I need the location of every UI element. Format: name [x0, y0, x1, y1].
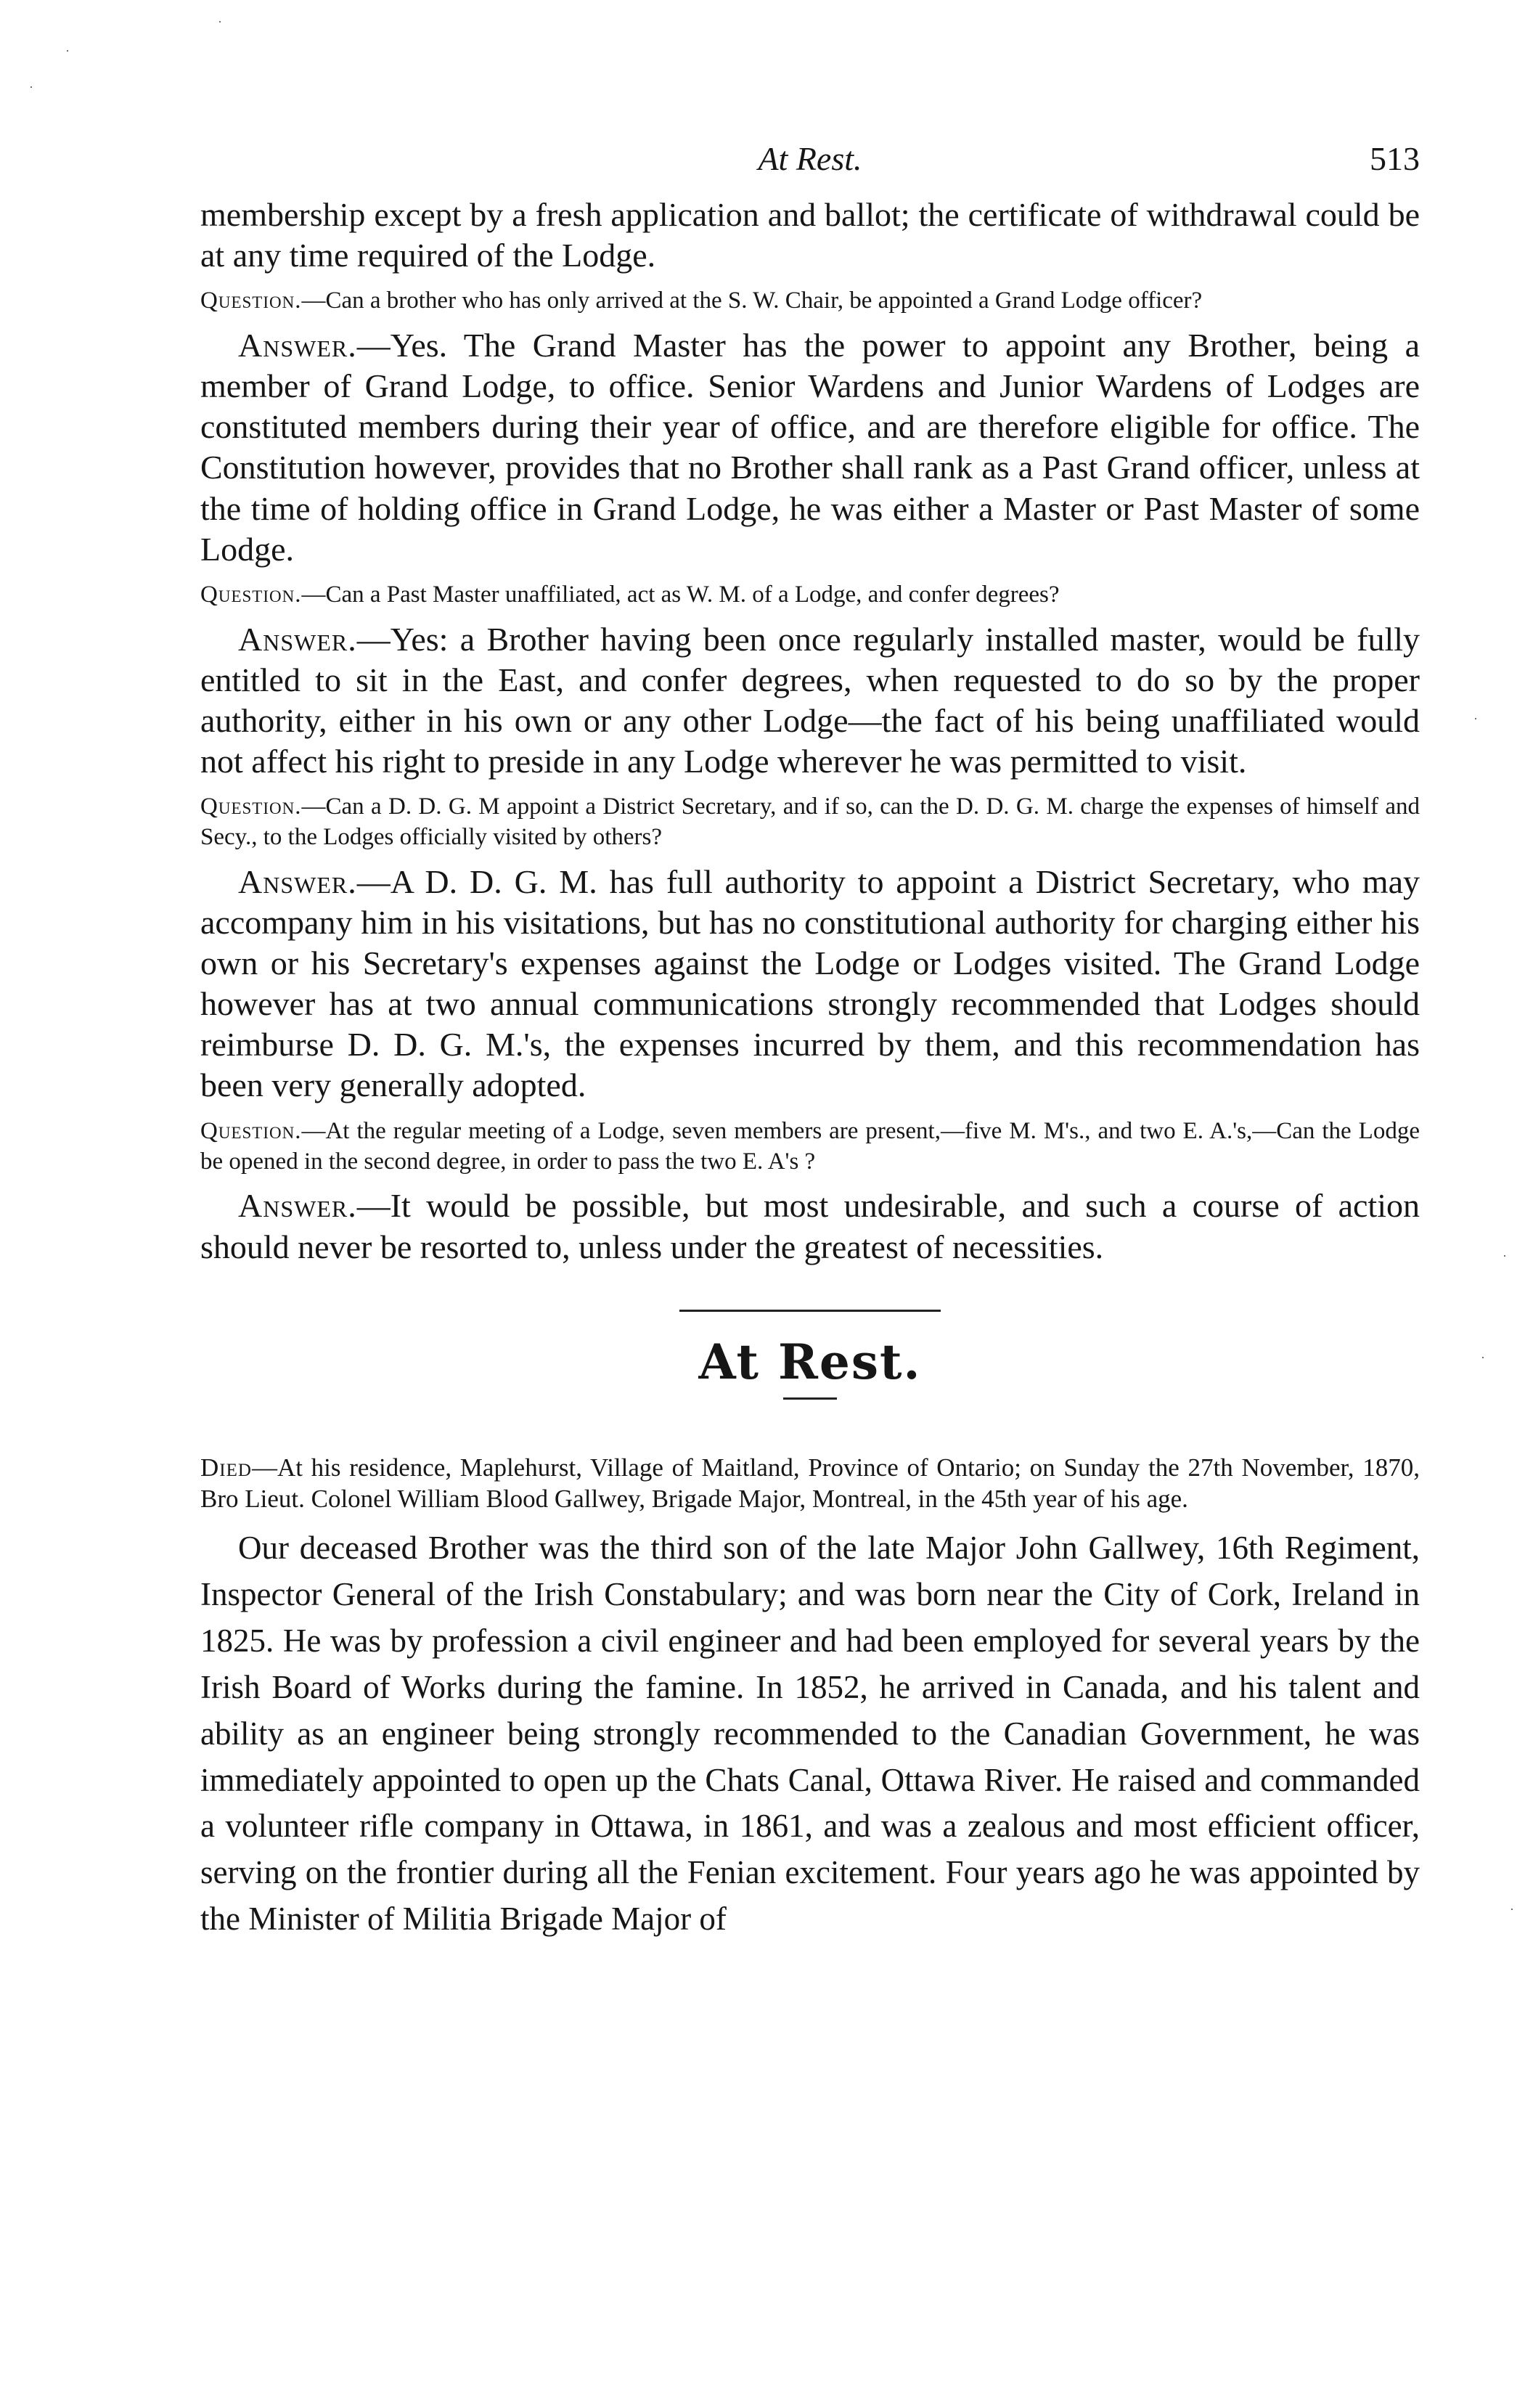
- question-lead: Question.: [200, 287, 302, 314]
- obituary-paragraph: [200, 1525, 1420, 1943]
- running-title: At Rest.: [758, 140, 862, 177]
- question-text: —At the regular meeting of a Lodge, seven members are present,—five M. M's., and two E. A.'s,—Can the Lodge be opened in the second degree, in order to pass the two E. A's ?: [200, 1117, 1420, 1175]
- scan-speck: ·: [1481, 1350, 1485, 1365]
- answer-text: —A D. D. G. M. has full authority to appoint a District Secretary, who may accompany him in his visitations, but has no constitutional authority for charging either his own or his Secretary's expenses against the Lodge or Lodges visited. The Grand Lodge however has at two annual communications strongly recommended that Lodges should reimburse D. D. G. M.'s, the expenses incurred by them, and this recommendation has been very generally adopted.: [200, 862, 1420, 1104]
- question-lead: Question.: [200, 581, 302, 608]
- scan-speck: ·: [218, 15, 222, 29]
- answer-lead: Answer.: [238, 327, 357, 364]
- scan-speck: ·: [1473, 711, 1478, 726]
- page-number: 513: [1370, 140, 1420, 177]
- question-lead: Question.: [200, 793, 302, 820]
- death-notice-text: —At his residence, Maplehurst, Village of Maitland, Province of Ontario; on Sunday the 27th November, 1870, Bro Lieut. Colonel William Blood Gallwey, Brigade Major, Montreal, in the 45th year of his age.: [200, 1453, 1420, 1514]
- answer-paragraph: [200, 619, 1420, 782]
- answer-text: —Yes. The Grand Master has the power to appoint any Brother, being a member of Grand Lodge, to office. Senior Wardens and Junior Wardens of Lodges are constituted members during their year of office, and are therefore eligible for office. The Constitution however, provides that no Brother shall rank as a Past Grand officer, unless at the time of holding office in Grand Lodge, he was either a Master or Past Master of some Lodge.: [200, 327, 1420, 568]
- answer-lead: Answer.: [238, 1187, 357, 1225]
- page-content: [200, 195, 1420, 1943]
- question-text: —Can a brother who has only arrived at the S. W. Chair, be appointed a Grand Lodge officer?: [301, 287, 1203, 314]
- question-paragraph: [200, 1117, 1420, 1178]
- page-header: [200, 139, 1420, 190]
- answer-lead: Answer.: [238, 862, 357, 900]
- answer-paragraph: [200, 1185, 1420, 1267]
- question-lead: Question.: [200, 1117, 302, 1144]
- section-divider: [679, 1310, 941, 1312]
- scan-speck: ·: [1503, 1249, 1507, 1263]
- question-text: —Can a Past Master unaffiliated, act as W. M. of a Lodge, and confer degrees?: [301, 581, 1060, 608]
- section-heading: At Rest.: [698, 1333, 922, 1390]
- question-paragraph: [200, 286, 1420, 317]
- scan-speck: ·: [1510, 1902, 1514, 1917]
- question-paragraph: [200, 792, 1420, 853]
- heading-underline: [783, 1397, 837, 1400]
- answer-paragraph: [200, 862, 1420, 1106]
- scan-speck: ·: [65, 44, 70, 58]
- obituary-text: Our deceased Brother was the third son of the late Major John Gallwey, 16th Regiment, Inspector General of the Irish Constabulary; and was born near the City of Cork, Ireland in 1825. He was by profession a civil engineer and had been employed for several years by the Irish Board of Works during the famine. In 1852, he arrived in Canada, and his talent and ability as an engineer being strongly recommended to the Canadian Government, he was immediately appointed to open up the Chats Canal, Ottawa River. He raised and commanded a volunteer rifle company in Ottawa, in 1861, and was a zealous and most efficient officer, serving on the frontier during all the Fenian excitement. Four years ago he was appointed by the Minister of Militia Brigade Major of: [200, 1530, 1420, 1938]
- question-text: —Can a D. D. G. M appoint a District Secretary, and if so, can the D. D. G. M. charge the expenses of himself and Secy., to the Lodges officially visited by others?: [200, 793, 1420, 851]
- death-notice: [200, 1452, 1420, 1516]
- scan-speck: ·: [29, 80, 33, 94]
- continued-paragraph: membership except by a fresh application and ballot; the certificate of withdrawal could be at any time required of the Lodge.: [200, 196, 1420, 274]
- answer-text: —Yes: a Brother having been once regularly installed master, would be fully entitled to sit in the East, and confer degrees, when requested to do so by the proper authority, either in his own or any other Lodge—the fact of his being unaffiliated would not affect his right to preside in any Lodge wherever he was permitted to visit.: [200, 620, 1420, 780]
- answer-lead: Answer.: [238, 620, 357, 658]
- death-notice-lead: Died: [200, 1453, 252, 1482]
- answer-paragraph: [200, 325, 1420, 570]
- question-paragraph: [200, 580, 1420, 611]
- answer-text: —It would be possible, but most undesirable, and such a course of action should never be resorted to, unless under the greatest of necessities.: [200, 1187, 1420, 1265]
